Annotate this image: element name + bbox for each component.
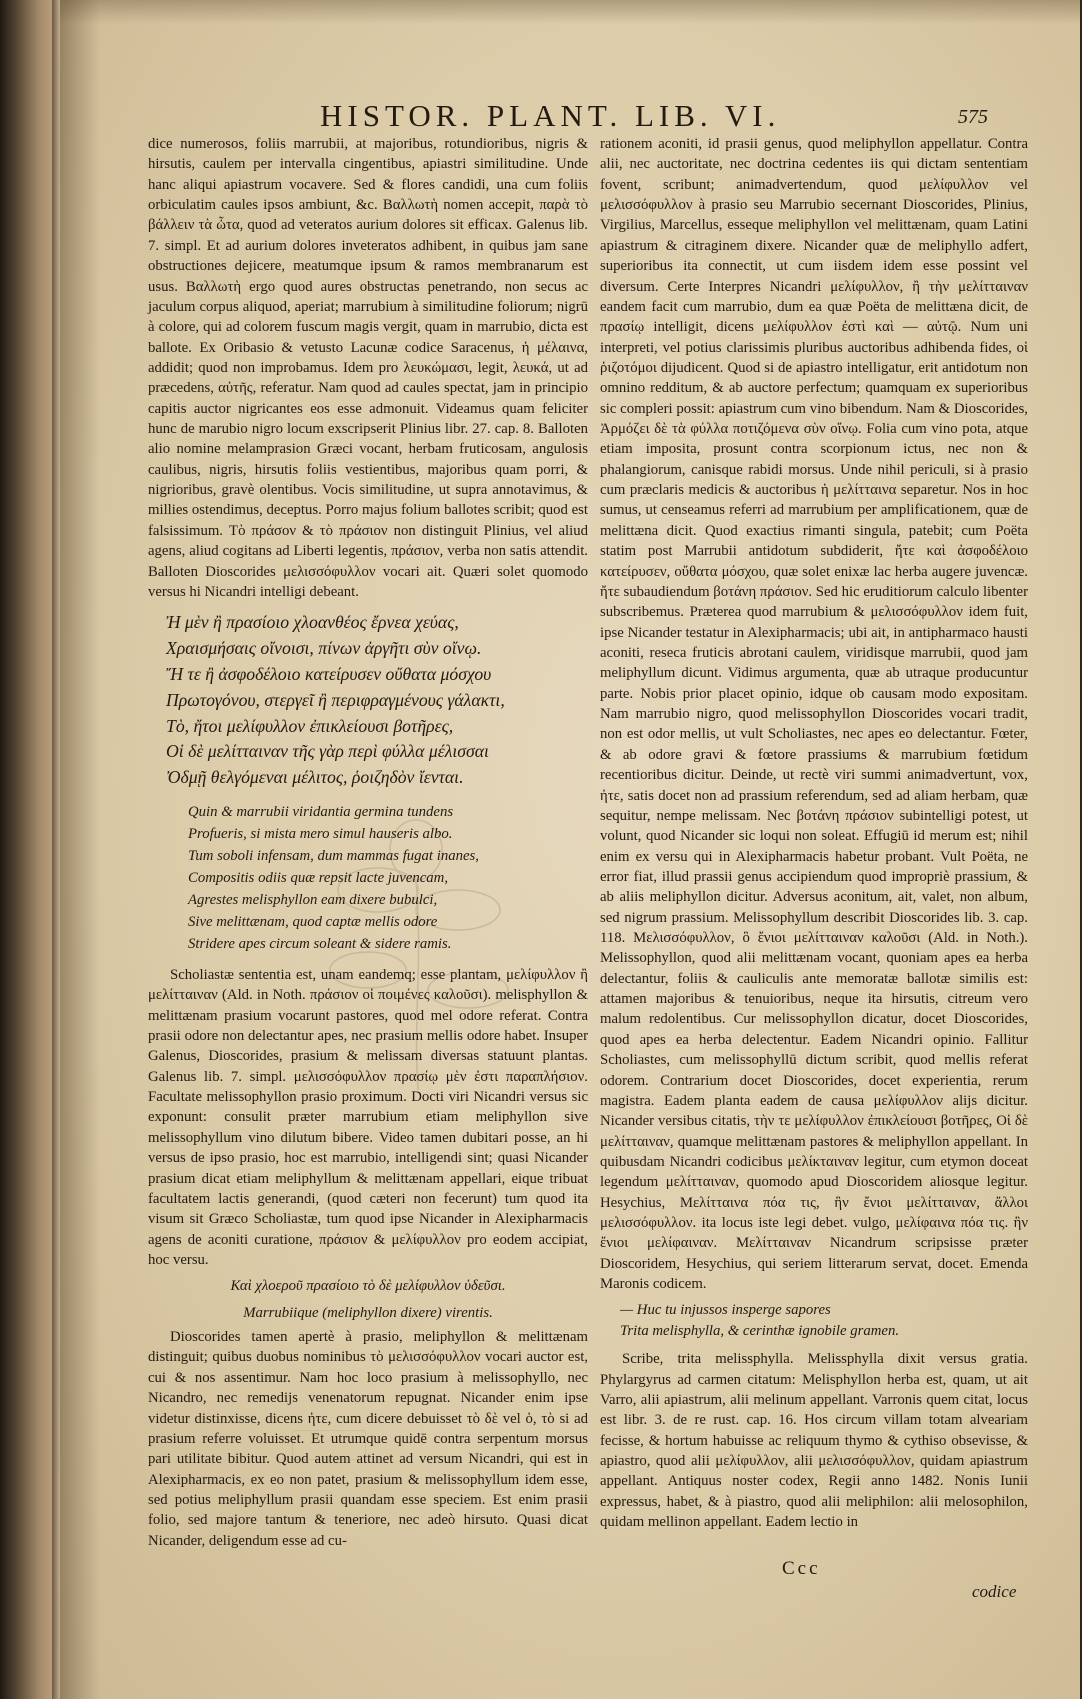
- virgil-verse-block: [620, 1300, 1028, 1341]
- book-gutter: [0, 0, 60, 1699]
- centered-latin-verse: Marrubiique (meliphyllon dixere) virentis.: [243, 1304, 493, 1321]
- greek-verse-line: Οἱ δὲ μελίτταιναν τῆς γὰρ περὶ φύλλα μέλισσαι: [166, 741, 489, 762]
- latin-verse-line: Sive melittænam, quod captæ mellis odore: [188, 913, 438, 930]
- catchword: codice: [972, 1582, 1017, 1601]
- latin-verse-line: Quin & marrubii viridantia germina tundens: [188, 803, 454, 820]
- greek-verse-line: Ὀδμῇ θελγόμεναι μέλιτος, ῥοιζηδὸν ἴενται.: [166, 767, 464, 788]
- page-shadow: [60, 0, 100, 1699]
- page-top-shadow: [60, 0, 1080, 24]
- greek-verse-line: Ἤ τε ἢ ἀσφοδέλοιο κατείρυσεν οὔθατα μόσχου: [166, 663, 492, 684]
- library-stamp: [292, 1430, 366, 1460]
- left-paragraph-1: dice numerosos, foliis marrubii, at majoribus, rotundioribus, nigris & hirsutis, caulem per intervalla cingentibus, apiastri similitudine. Unde hanc aliqui apiastrum vocavere. Sed & flores candidi, una cum foliis orbiculatim caules ipsos ambiunt, &c. Βαλλωτὴ nomen accepit, παρὰ τὸ βάλλειν τὰ ὦτα, quod ad veteratos aurium dolores sit efficax. Galenus lib. 7. simpl. Et ad aurium dolores inveteratos adhibent, in quibus jam sane obstructiones dejicere, meatumque ipsum & ramos membranarum est usus. Βαλλωτὴ ergo quod aures obstructas penetrando, non secus ac jaculum corpus aliquod, aperiat; marrubium à similitudine foliorum; nigrū à colore, qui ad colorem fuscum magis vergit, quam in marrubio, dicta est ballote. Ex Oribasio & vetusto Lacunæ codice Saracenus, ἡ μέλαινα, addidit; quod non improbamus. Idem pro λευκώμασι, legit, λευκά, ut ad præcedens, αὐτῆς, referatur. Nam quod ad caules spectat, jam in principio capitis auctor nigricantes eos esse admonuit. Videamus quam feliciter hunc de marubio nigro locum exscripserit Plinius libr. 27. cap. 8. Balloten alio nomine melamprasion Græci vocant, herbam fruticosam, angulosis caulibus, nigris, hirsutis foliis vestientibus, majoribus quam porri, & nigrioribus, gravè olentibus. Vocis similitudine, ut supra annotavimus, & millies ostendimus, deceptus. Porro majus folium ballotes scribit; quod est falsissimum. Τὸ πράσον & τὸ πράσιον non distinguit Plinius, vel aliud agens, aliud cogitans ad Liberti legentis, πράσιον, verba non satis attendit. Balloten Dioscorides μελισσόφυλλον vocari ait. Quæri solet quomodo versus hi Nicandri intelligi debeant.: [148, 136, 588, 600]
- latin-verse-line: Compositis odiis quæ repsit lacte juvencam,: [188, 869, 449, 886]
- greek-verse-line: Ἠ μὲν ἢ πρασίοιο χλοανθέος ἔρνεα χεύας,: [166, 612, 459, 633]
- page-number: 575: [958, 106, 988, 128]
- signature-mark: Ccc: [782, 1558, 821, 1579]
- verse-line: Trita melisphylla, & cerinthæ ignobile gramen.: [620, 1322, 900, 1339]
- greek-verse-line: Πρωτογόνου, στεργεῖ ἢ περιφραγμένους γάλακτι,: [166, 689, 505, 710]
- latin-verse-line: Tum soboli infensam, dum mammas fugat inanes,: [188, 847, 479, 864]
- latin-verse-line: Agrestes melisphyllon eam dixere bubulci,: [188, 891, 438, 908]
- latin-verse-line: Stridere apes circum soleant & sidere ramis.: [188, 935, 452, 952]
- left-paragraph-2: Scholiastæ sententia est, unam eandemq; esse plantam, μελίφυλλον ἢ μελίτταιναν (Ald. in Noth. πράσιον οἱ ποιμένες καλοῦσι). melisphyllon & melittænam prasium vocarunt pastores, quod mel odore referat. Contra prasii odore non delectantur apes, nec prasium mellis odore habet. Insuper Galenus, Dioscorides, prasium & melissam diversas statuunt plantas. Galenus lib. 7. simpl. μελισσόφυλλον πρασίῳ μὲν ἐστι παραπλήσιον. Facultate melissophyllon prasio proximum. Docti viri Nicandri versus sic exponunt: consulit præter marrubium etiam meliphyllon sive melissophyllum vino dilutum bibere. Video tamen dubitari posse, an hi versus de ipso prasio, hoc est marrubio, intelligendi sint; quasi Nicander prasium dicat etiam meliphyllum & melittænam appellari, eique tribuat facultatem lactis generandi, (quod cæteri non fecerunt) tum quod ita visum sit Græco Scholiastæ, tum quod ipse Nicander in Alexipharmacis agens de aconiti curatione, πράσιον & μελίφυλλον pro eodem accipiat, hoc versu.: [148, 966, 588, 1268]
- greek-verse-line: Χραισμήσαις οἴνοισι, πίνων ἀργῆτι σὺν οἴνῳ.: [166, 638, 482, 659]
- latin-verse-block: [188, 801, 588, 955]
- greek-verse-line: Τὸ, ἤτοι μελίφυλλον ἐπικλείουσι βοτῆρες,: [166, 715, 454, 736]
- verse-line: — Huc tu injussos insperge sapores: [620, 1302, 831, 1319]
- page-header: [110, 98, 1040, 134]
- latin-verse-line: Profueris, si mista mero simul hauseris albo.: [188, 825, 453, 842]
- greek-verse-block: [166, 610, 588, 791]
- left-paragraph-3: Dioscorides tamen apertè à prasio, meliphyllon & melittænam distinguit; quibus duobus nominibus τὸ μελισσόφυλλον vocari auctor est, cui & nos assentimur. Nam hoc loco prasium à melissophyllo, nec Nicandro, nec remedijs venenatorum repugnat. Nicander enim ipse videtur distinxisse, dicens ἠτε, cum dicere debuisset τὸ δὲ vel ὁ, τὸ si ad prasium referre voluisset. Et utrumque quidē contra serpentum morsus pari utilitate bibitur. Quod autem attinet ad versum Nicandri, qui est in Alexipharmacis, ex eo non patet, prasium & melissophyllum idem esse, sed potius meliphyllum prasii quandam esse speciem. Est enim prasii folio, sed majore tantum & teneriore, nec adeò hirsuto. Quasi dicat Nicander, deligendum esse ad cu-: [148, 1329, 588, 1549]
- left-column: [148, 134, 588, 1551]
- right-paragraph-2: Scribe, trita melissphylla. Melissphylla dixit versus gratia. Phylargyrus ad carmen citatum: Melisphyllon herba est, quam, ut ait Varro, alii apiastrum, alii melinum appellant. Varronis quem citat, locus est libr. 3. de re rust. cap. 16. Hos circum villam totam alveariam fecisse, & hortum habuisse ac reliquum thymo & cythiso obsevisse, & apiastro, quod alii μελίφυλλον, alii μελισσόφυλλον, quidam apiastrum appellant. Antiquus noster codex, Regii anno 1482. Nonis Iunii expressus, habet, & à piastro, quod alii meliphilon: alii melosophilon, quidam mellinon appellant. Eadem lectio in: [600, 1351, 1028, 1531]
- centered-greek-verse: Καὶ χλοεροῦ πρασίοιο τὸ δὲ μελίφυλλον ὑδεῦσι.: [230, 1278, 506, 1295]
- running-title: HISTOR. PLANT. LIB. VI.: [320, 98, 781, 133]
- book-page: [60, 0, 1080, 1699]
- right-column: [600, 134, 1028, 1532]
- right-paragraph-1: rationem aconiti, id prasii genus, quod meliphyllon appellatur. Contra alii, nec auctoritate, nec doctrina cedentes iis qui dictam sententiam fovent, scribunt; animadvertendum, quod μελίφυλλον vel μελισσόφυλλον à prasio seu Marrubio secernant Dioscorides, Plinius, Virgilius, Marcellus, esseque meliphyllon vel melittænam, quam Latini apiastrum & citraginem dixere. Nicander quæ de meliphyllo adfert, superioribus ita connectit, ut cum iisdem idem esse possint vel diversum. Certe Interpres Nicandri μελίφυλλον, ἢ τὴν μελίτταιναν eandem facit cum marrubio, dum ea quæ Poëta de melittæna dicit, de πρασίῳ intelligit, dicens μελίφυλλον ἐστὶ καὶ — αὐτῷ. Num uni interpreti, vel potius clarissimis pluribus auctoribus adhibenda fides, οἱ ῥιζοτόμοι dijudicent. Quod si de apiastro intelligatur, erit antidotum non omnino redditum, & ab auctore perfectum; quamquam ex superioribus sic compleri possit: apiastrum cum vino bibendum. Nam & Dioscorides, Ἀρμόζει δὲ τὰ φύλλα ποτιζόμενα σὺν οἴνῳ. Folia cum vino pota, atque etiam imposita, prosunt contra scorpionum ictus, nec non & phalangiorum, canisque rabidi morsus. Unde nihil periculi, si à prasio cum præclaris medicis & auctoribus ἡ μελίτταινα separetur. Nos in hoc sumus, ut censeamus referri ad marrubium per amplificationem, quæ de melittæna dicit. Quod exactius rimanti singula, patebit; cum Poëta statim post Marrubii antidotum subdiderit, ἤτε καὶ ἀσφοδέλοιο κατείρυσεν, οὔθατα μόσχου, quæ solet enixæ lac herba augere juvencæ. ἤτε subaudiendum βοτάνη πράσιον. Sed hic eruditiorum calculo libenter subscribemus. Præterea quod marrubium & μελισσόφυλλον idem fuit, ipse Nicander testatur in Alexipharmacis; ubi ait, in antipharmaco hausti aconiti, reseca fruticis abrotani caulem, viridisque marrubii, quod jam meliphyllum dicunt. Vidimus argumenta, quæ ab utraque producuntur parte. Nobis prior placet opinio, idque ob causam modo expositam. Nam marrubio nigro, quod melissophyllon Dioscorides vocari tradit, non est odor mellis, ut vult Scholiastes, nec apes eo delectantur. Fœter, & ab odore gravi & fœtore prassiums & marrubium fœtidum recentioribus dicitur. Deinde, ut rectè viri summi animadvertunt, vox, ἠτε, satis docet non ad prassium referendum, sed ad aliam herbam, quæ sequitur, nempe melissam. Nec βοτάνη πράσιον subintelligi potest, ut volunt, quod Nicander sic loqui non soleat. Effugiū id merum est; nihil enim ex versu qui in Alexipharmacis habetur probant. Vult Poëta, ne error fiat, illud prassii genus accipiendum quod impropriè prassium, & ab aliis meliphyllon dicitur. Adversus aconitum, ait, valet, non album, sed nigrum prassium. Melissophyllum describit Dioscorides lib. 3. cap. 118. Μελισσόφυλλον, ὃ ἔνιοι μελίτταιναν καλοῦσι (Ald. in Noth.). Melissophyllon, quod alii melittænam vocant, quoniam apes ea herba delectantur, foliis & cauliculis ante memoratæ ballotæ similis est: attamen majoribus & tenuioribus, neque ita hirsutis, citreum vero malum redolentibus. Cur melissophyllon dicatur, docet Dioscorides, quod apes ea herba delectentur. Eadem Nicandri opinio. Fallitur Scholiastes, cum melissophyllū dictum scribit, quod mellis referat odorem. Contrarium docet Dioscorides, docet experientia, rerum magistra. Eadem planta eadem de causa μελίφυλλον alijs dicitur. Nicander versibus citatis, τὴν τε μελίφυλλον ἐπικλείουσι βοτῆρες, Οἱ δὲ μελίτταιναν, quamque melittænam pastores & meliphyllon appellant. In quibusdam Nicandri codicibus μελίκταιναν legitur, cum etymon doceat legendum μελίτταιναν, quomodo apud Dioscoridem aliosque legitur. Hesychius, Μελίτταινα πόα τις, ἣν ἔνιοι μελίτταιναν, ἄλλοι μελισσόφυλλον. ita locus iste legi debet. vulgo, μελίφαινα πόα τις. ἣν ἔνιοι μελίφαιναν. Μελίτταιναν Nicandrum scripsisse præter Dioscoridem, Hesychius, qui seriem litterarum servat, docet. Emenda Maronis codicem.: [600, 136, 1028, 1293]
